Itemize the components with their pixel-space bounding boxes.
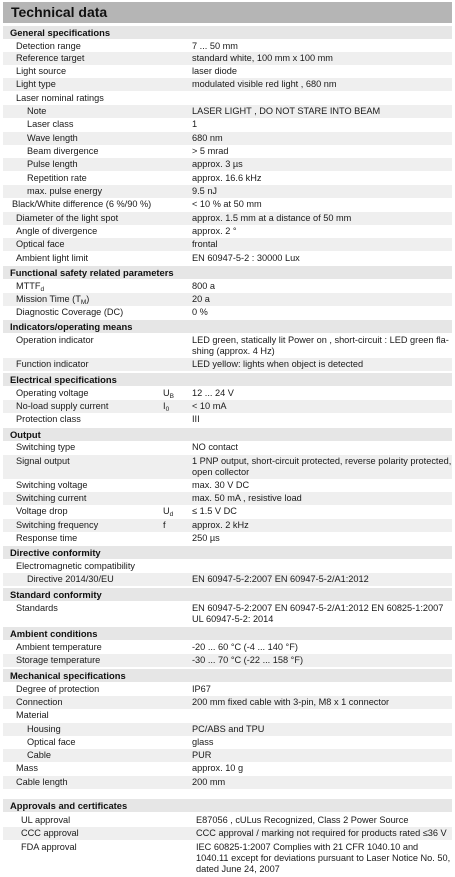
spec-row bbox=[3, 118, 452, 131]
spec-value bbox=[192, 480, 450, 491]
spec-row bbox=[3, 762, 452, 775]
spec-label-wrap bbox=[16, 281, 44, 292]
spec-label: FDA approval bbox=[21, 842, 77, 852]
spec-value-line: III bbox=[192, 414, 200, 424]
spec-row bbox=[3, 709, 452, 722]
spec-value-line: 680 nm bbox=[192, 133, 223, 143]
spec-value-line: modulated visible red light , 680 nm bbox=[192, 79, 337, 89]
spec-value-line: EN 60947-5-2 : 30000 Lux bbox=[192, 253, 300, 263]
spec-value bbox=[192, 456, 450, 478]
spec-value-line: UL 60947-5-2: 2014 bbox=[192, 613, 274, 624]
spec-value-line: approx. 3 µs bbox=[192, 159, 243, 169]
spec-row bbox=[3, 814, 452, 827]
spec-label: Response time bbox=[16, 533, 78, 543]
spec-value-line: > 5 mrad bbox=[192, 146, 229, 156]
spec-row bbox=[3, 654, 452, 667]
spec-row bbox=[3, 65, 452, 78]
spec-value-line: < 10 mA bbox=[192, 401, 227, 411]
section-header: Approvals and certificates bbox=[3, 799, 452, 812]
spec-label: Switching frequency bbox=[16, 520, 99, 530]
spec-value bbox=[192, 777, 450, 788]
spec-value-line: E87056 , cULus Recognized, Class 2 Power Source bbox=[196, 815, 409, 825]
spec-row bbox=[3, 92, 452, 105]
spec-value bbox=[196, 815, 454, 826]
spec-label: CCC approval bbox=[21, 828, 79, 838]
spec-row bbox=[3, 573, 452, 586]
spec-row bbox=[3, 519, 452, 532]
spec-label: Laser nominal ratings bbox=[16, 93, 104, 103]
spec-value bbox=[196, 828, 454, 839]
spec-symbol bbox=[163, 520, 166, 531]
spec-row bbox=[3, 560, 452, 573]
spec-row bbox=[3, 225, 452, 238]
spec-row bbox=[3, 532, 452, 545]
spec-value-line: LASER LIGHT , DO NOT STARE INTO BEAM bbox=[192, 106, 381, 116]
spec-value bbox=[192, 253, 450, 264]
spec-value bbox=[196, 842, 454, 874]
spec-value-line: 250 µs bbox=[192, 533, 220, 543]
spec-value bbox=[192, 226, 450, 237]
section-header: General specifications bbox=[3, 26, 452, 39]
spec-value bbox=[192, 106, 450, 117]
spec-value bbox=[192, 41, 450, 52]
spec-row bbox=[3, 736, 452, 749]
spec-value bbox=[192, 414, 450, 425]
spec-label: Degree of protection bbox=[16, 684, 100, 694]
spec-value bbox=[192, 335, 450, 357]
spec-value-line: approx. 2 kHz bbox=[192, 520, 249, 530]
spec-label: Wave length bbox=[27, 133, 78, 143]
spec-value-line: PUR bbox=[192, 750, 212, 760]
section-header: Standard conformity bbox=[3, 588, 452, 601]
spec-row bbox=[3, 132, 452, 145]
spec-value bbox=[192, 239, 450, 250]
spec-label: Housing bbox=[27, 724, 61, 734]
spec-value-line: max. 30 V DC bbox=[192, 480, 250, 490]
spec-value bbox=[192, 294, 450, 305]
spec-row bbox=[3, 400, 452, 413]
spec-value-line: 7 ... 50 mm bbox=[192, 41, 238, 51]
spec-label: Ambient temperature bbox=[16, 642, 102, 652]
spec-value bbox=[192, 737, 450, 748]
spec-value-line: CCC approval / marking not required for products rated ≤36 V bbox=[196, 828, 447, 838]
spec-value bbox=[192, 146, 450, 157]
spec-value-line: IP67 bbox=[192, 684, 211, 694]
spec-row bbox=[3, 602, 452, 626]
spec-symbol bbox=[163, 506, 173, 517]
spec-label: Angle of divergence bbox=[16, 226, 98, 236]
spec-label: Detection range bbox=[16, 41, 81, 51]
spec-label: Cable length bbox=[16, 777, 68, 787]
spec-value bbox=[192, 750, 450, 761]
spec-row bbox=[3, 212, 452, 225]
spec-label: Storage temperature bbox=[16, 655, 101, 665]
spec-row bbox=[3, 158, 452, 171]
spec-label: Ambient light limit bbox=[16, 253, 88, 263]
section-header: Electrical specifications bbox=[3, 373, 452, 386]
spec-value bbox=[192, 281, 450, 292]
spec-row bbox=[3, 749, 452, 762]
spec-row bbox=[3, 306, 452, 319]
spec-symbol-letter: U bbox=[163, 506, 170, 516]
spec-value bbox=[192, 359, 450, 370]
spec-value bbox=[192, 119, 450, 130]
spec-value-line: 12 ... 24 V bbox=[192, 388, 234, 398]
spec-value bbox=[192, 506, 450, 517]
spec-value bbox=[192, 213, 450, 224]
spec-value-line: frontal bbox=[192, 239, 218, 249]
spec-value bbox=[192, 66, 450, 77]
spec-label: max. pulse energy bbox=[27, 186, 103, 196]
spec-symbol-letter: I bbox=[163, 401, 166, 411]
spec-value bbox=[192, 574, 450, 585]
spec-symbol bbox=[163, 388, 174, 399]
spec-value bbox=[192, 199, 450, 210]
spec-value bbox=[192, 159, 450, 170]
spec-row bbox=[3, 441, 452, 454]
spec-label: Protection class bbox=[16, 414, 81, 424]
spec-row bbox=[3, 334, 452, 358]
spec-value-line: standard white, 100 mm x 100 mm bbox=[192, 53, 333, 63]
spec-value bbox=[192, 53, 450, 64]
spec-value-line: EN 60947-5-2:2007 EN 60947-5-2/A1:2012 bbox=[192, 574, 369, 584]
spec-symbol-subscript: d bbox=[169, 511, 174, 518]
spec-label-wrap bbox=[16, 294, 89, 305]
section-header: Output bbox=[3, 428, 452, 441]
spec-value bbox=[192, 442, 450, 453]
spec-value bbox=[192, 79, 450, 90]
spec-label: Mission Time (T bbox=[16, 294, 81, 304]
spec-row bbox=[3, 776, 452, 789]
spec-value-line: 0 % bbox=[192, 307, 208, 317]
spec-row bbox=[3, 52, 452, 65]
spec-value-line: approx. 16.6 kHz bbox=[192, 173, 262, 183]
spec-label: UL approval bbox=[21, 815, 71, 825]
spec-label: Optical face bbox=[27, 737, 76, 747]
spec-row bbox=[3, 293, 452, 306]
spec-value-line: EN 60947-5-2:2007 EN 60947-5-2/A1:2012 EN 60825-1:2007 bbox=[192, 603, 444, 613]
spec-value-line: ≤ 1.5 V DC bbox=[192, 506, 237, 516]
spec-value-line: 9.5 nJ bbox=[192, 186, 218, 196]
spec-value bbox=[192, 655, 450, 666]
spec-row bbox=[3, 479, 452, 492]
spec-symbol-subscript: B bbox=[169, 393, 174, 400]
spec-value-line: 1 bbox=[192, 119, 198, 129]
spec-row bbox=[3, 683, 452, 696]
spec-value bbox=[192, 520, 450, 531]
spec-value-line: LED green, statically lit Power on , short-circuit : LED green fla- bbox=[192, 335, 449, 345]
spec-value bbox=[192, 642, 450, 653]
spec-value bbox=[192, 697, 450, 708]
section-header: Mechanical specifications bbox=[3, 669, 452, 682]
spec-value-line: glass bbox=[192, 737, 214, 747]
spec-label: Beam divergence bbox=[27, 146, 99, 156]
spec-label: Signal output bbox=[16, 456, 70, 466]
spec-row bbox=[3, 827, 452, 840]
spec-row bbox=[3, 252, 452, 265]
spec-row bbox=[3, 455, 452, 479]
spec-value bbox=[192, 186, 450, 197]
spec-value-line: IEC 60825-1:2007 Complies with 21 CFR 1040.10 and bbox=[196, 842, 419, 852]
spec-value-line: approx. 1.5 mm at a distance of 50 mm bbox=[192, 213, 352, 223]
spec-value-line: approx. 2 ° bbox=[192, 226, 237, 236]
section-header: Directive conformity bbox=[3, 546, 452, 559]
spec-label: No-load supply current bbox=[16, 401, 109, 411]
spec-value-line: -20 ... 60 °C (-4 ... 140 °F) bbox=[192, 642, 298, 652]
spec-label: Light type bbox=[16, 79, 56, 89]
spec-row bbox=[3, 413, 452, 426]
spec-row bbox=[3, 280, 452, 293]
spec-value-line: < 10 % at 50 mm bbox=[192, 199, 262, 209]
spec-label-subscript: d bbox=[40, 286, 45, 293]
spec-value-line: laser diode bbox=[192, 66, 237, 76]
spec-value bbox=[192, 533, 450, 544]
spec-label: Note bbox=[27, 106, 47, 116]
spec-label: Diameter of the light spot bbox=[16, 213, 119, 223]
spec-row bbox=[3, 387, 452, 400]
spec-label: Voltage drop bbox=[16, 506, 68, 516]
spec-value-line: approx. 10 g bbox=[192, 763, 244, 773]
spec-label: Electromagnetic compatibility bbox=[16, 561, 135, 571]
spec-label: Operating voltage bbox=[16, 388, 89, 398]
spec-label: Switching current bbox=[16, 493, 87, 503]
spec-row bbox=[3, 145, 452, 158]
spec-row bbox=[3, 841, 452, 875]
spec-value bbox=[192, 763, 450, 774]
spec-value-line: PC/ABS and TPU bbox=[192, 724, 265, 734]
section-header: Indicators/operating means bbox=[3, 320, 452, 333]
spec-value-line: 1040.11 except for deviations pursuant to Laser Notice No. 50, bbox=[196, 852, 451, 863]
spec-row bbox=[3, 172, 452, 185]
spec-value-line: shing (approx. 4 Hz) bbox=[192, 345, 275, 356]
spec-label: Material bbox=[16, 710, 49, 720]
spec-value bbox=[192, 603, 450, 625]
spec-value-line: open collector bbox=[192, 466, 250, 477]
spec-label: Reference target bbox=[16, 53, 85, 63]
spec-value bbox=[192, 493, 450, 504]
spec-label: MTTF bbox=[16, 281, 41, 291]
spec-label: Directive 2014/30/EU bbox=[27, 574, 114, 584]
spec-row bbox=[3, 198, 452, 211]
spec-row bbox=[3, 238, 452, 251]
spec-label: Function indicator bbox=[16, 359, 89, 369]
spec-value-line: NO contact bbox=[192, 442, 238, 452]
spec-label: Connection bbox=[16, 697, 63, 707]
spec-value bbox=[192, 684, 450, 695]
spec-value-line: 1 PNP output, short-circuit protected, reverse polarity protected, bbox=[192, 456, 452, 466]
spec-value-line: max. 50 mA , resistive load bbox=[192, 493, 302, 503]
spec-label: Diagnostic Coverage (DC) bbox=[16, 307, 124, 317]
spec-label: Switching voltage bbox=[16, 480, 88, 490]
spec-label: Standards bbox=[16, 603, 58, 613]
spec-row bbox=[3, 505, 452, 518]
spec-label: Mass bbox=[16, 763, 38, 773]
spec-symbol bbox=[163, 401, 169, 412]
spec-label: Laser class bbox=[27, 119, 74, 129]
spec-value-line: LED yellow: lights when object is detected bbox=[192, 359, 364, 369]
spec-value bbox=[192, 173, 450, 184]
spec-label-tail: ) bbox=[86, 294, 90, 304]
spec-label: Repetition rate bbox=[27, 173, 87, 183]
spec-row bbox=[3, 641, 452, 654]
spec-value bbox=[192, 401, 450, 412]
spec-value-line: -30 ... 70 °C (-22 ... 158 °F) bbox=[192, 655, 304, 665]
spec-label: Cable bbox=[27, 750, 52, 760]
spec-row bbox=[3, 78, 452, 91]
spec-symbol-subscript: 0 bbox=[165, 406, 170, 413]
spec-label-subscript: M bbox=[80, 299, 87, 306]
spec-value-line: 800 a bbox=[192, 281, 215, 291]
spec-value bbox=[192, 307, 450, 318]
spec-label: Switching type bbox=[16, 442, 76, 452]
spec-value-line: 200 mm fixed cable with 3-pin, M8 x 1 connector bbox=[192, 697, 390, 707]
spec-symbol-letter: U bbox=[163, 388, 170, 398]
section-header: Functional safety related parameters bbox=[3, 266, 452, 279]
spec-row bbox=[3, 105, 452, 118]
spec-label: Optical face bbox=[16, 239, 65, 249]
spec-value bbox=[192, 388, 450, 399]
section-header: Ambient conditions bbox=[3, 627, 452, 640]
spec-label: Pulse length bbox=[27, 159, 78, 169]
spec-row bbox=[3, 723, 452, 736]
spec-value-line: 20 a bbox=[192, 294, 210, 304]
spec-label: Black/White difference (6 %/90 %) bbox=[12, 199, 152, 209]
spec-value-line: dated June 24, 2007 bbox=[196, 863, 280, 874]
spec-row bbox=[3, 185, 452, 198]
spec-value-line: 200 mm bbox=[192, 777, 226, 787]
page-title: Technical data bbox=[3, 2, 452, 23]
spec-row bbox=[3, 358, 452, 371]
spec-row bbox=[3, 696, 452, 709]
spec-label: Operation indicator bbox=[16, 335, 94, 345]
spec-value bbox=[192, 724, 450, 735]
spec-row bbox=[3, 492, 452, 505]
spec-label: Light source bbox=[16, 66, 67, 76]
spec-symbol-letter: f bbox=[163, 520, 166, 530]
spec-value bbox=[192, 133, 450, 144]
